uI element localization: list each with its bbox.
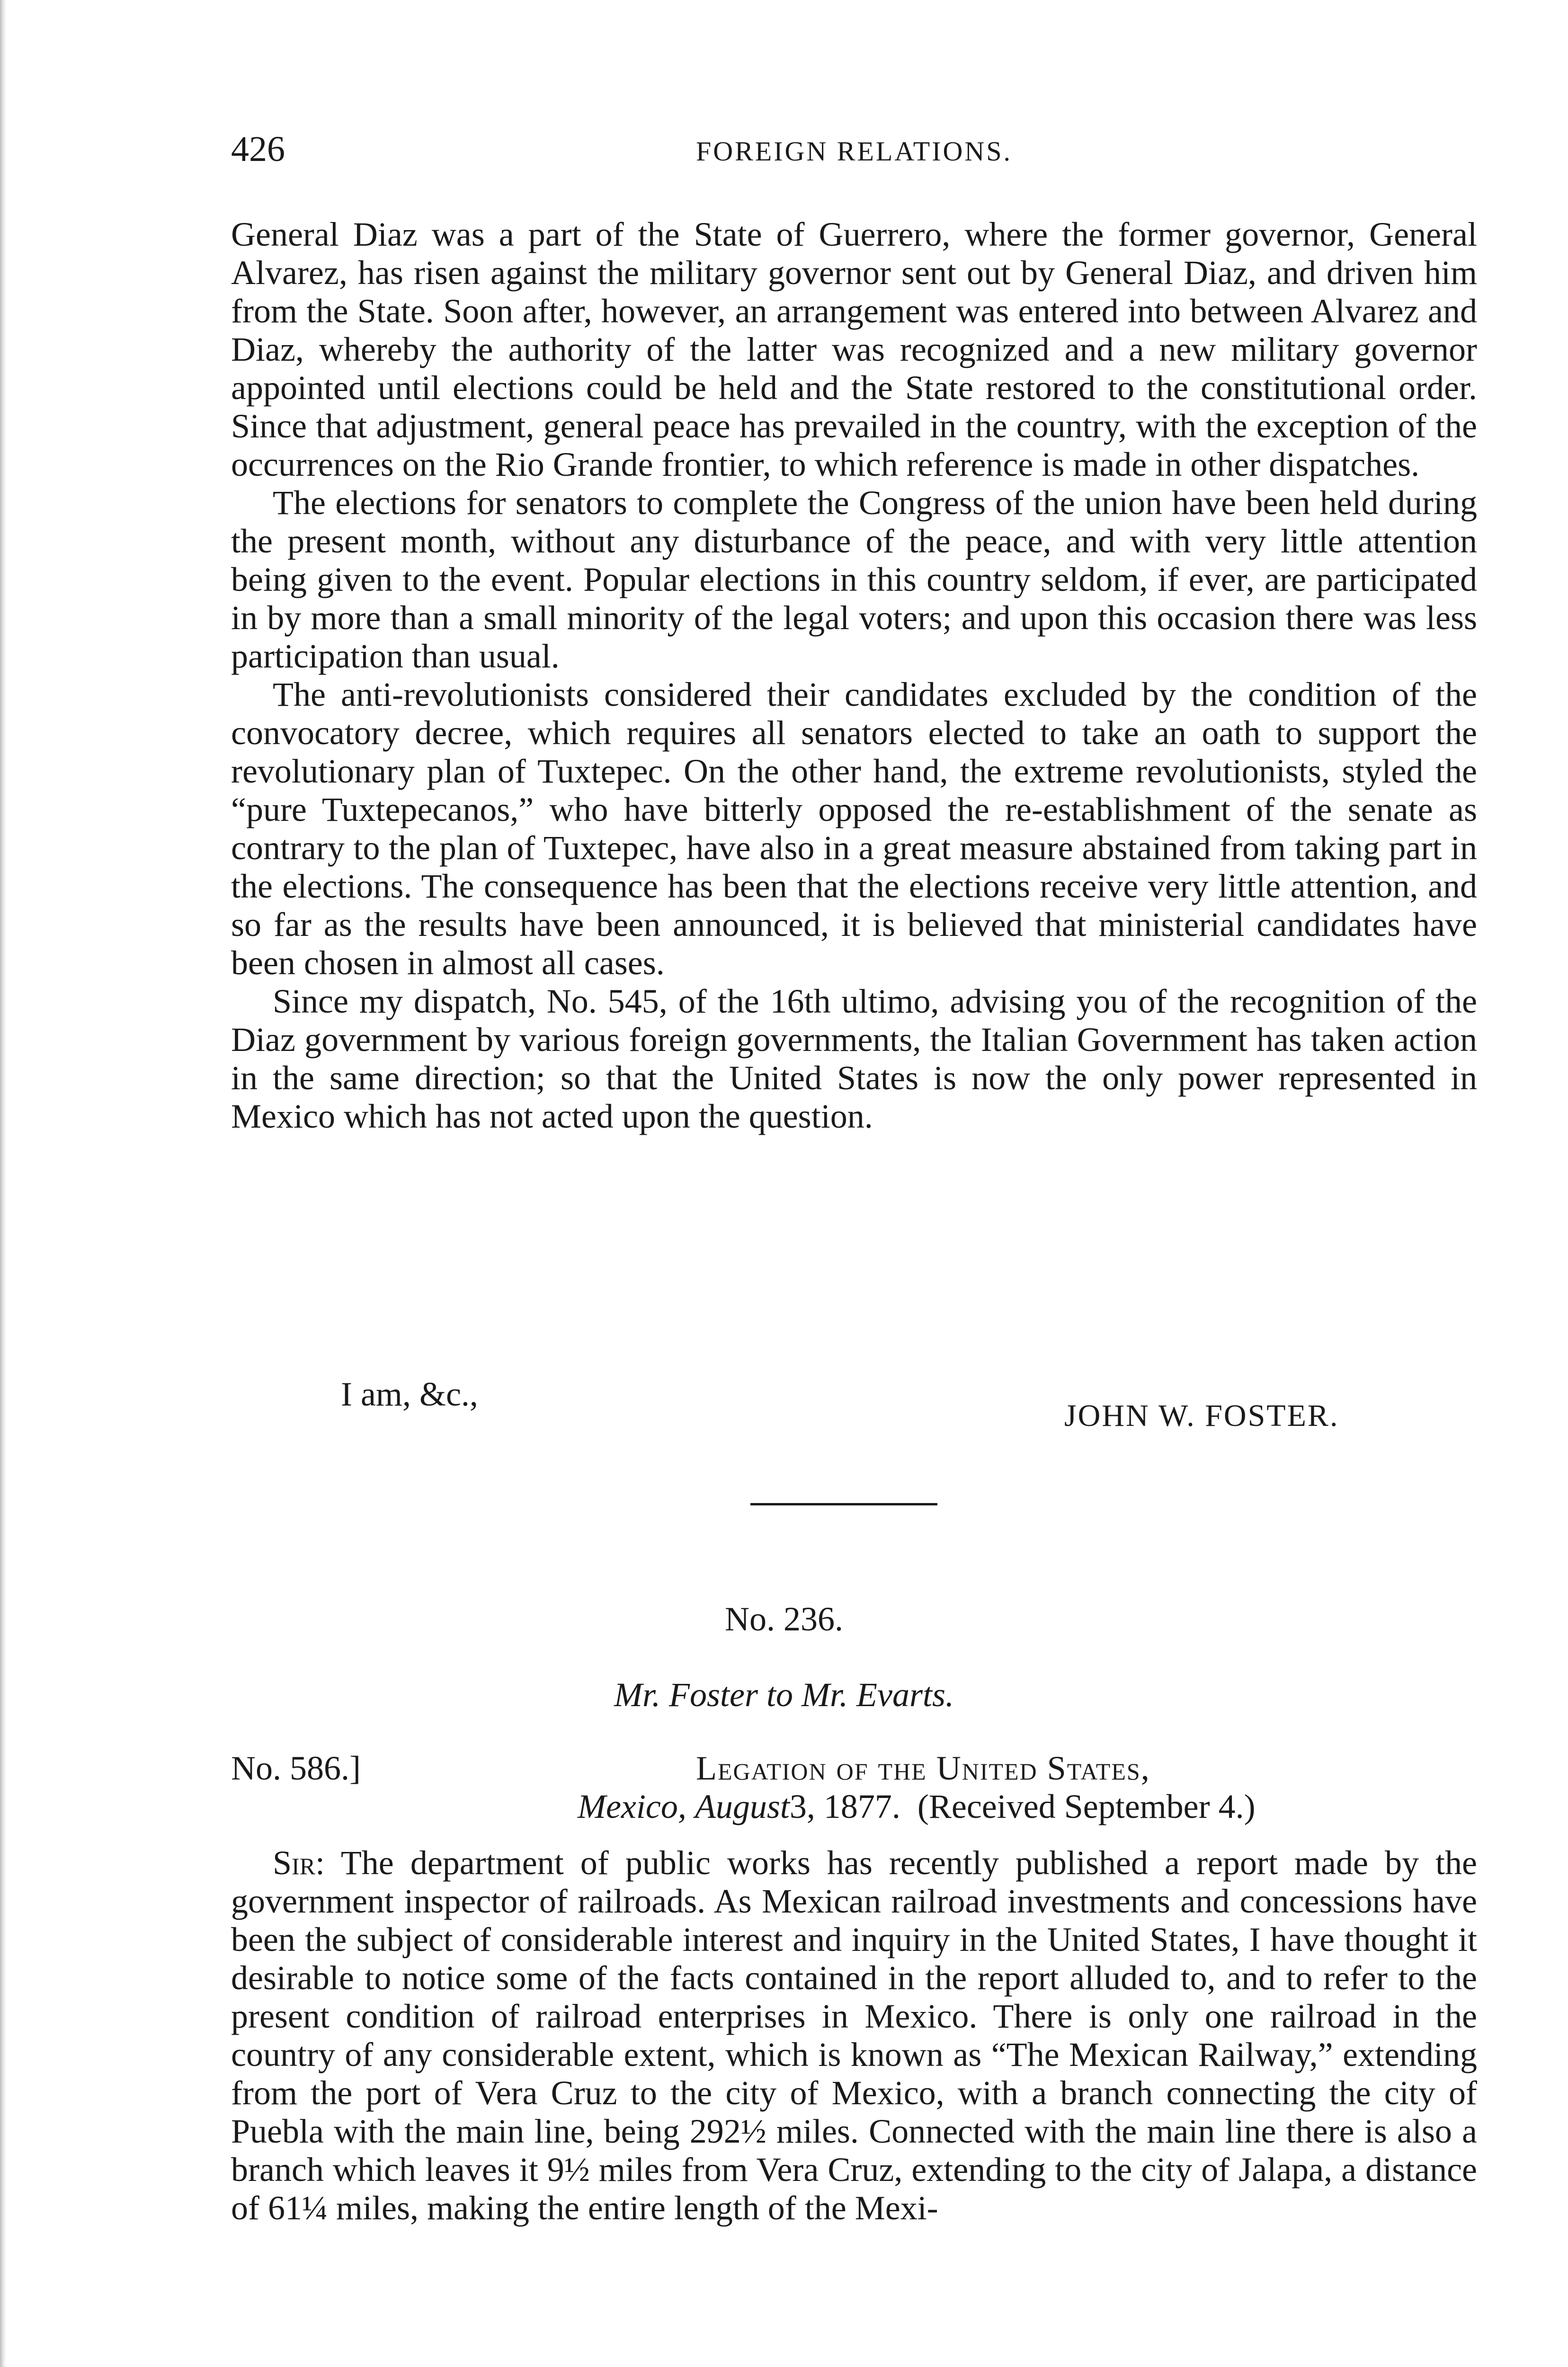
paragraph: The elections for senators to complete the Congress of the union have been held during the present month, without any disturbance of the peace, and with very little attention being given to the event. Popular elections in this country seldom, if ever, are participated in by more than a small minority of the legal voters; and upon this occasion there was less participation than usual. (231, 484, 1477, 675)
page-edge (0, 0, 7, 2367)
paragraph: General Diaz was a part of the State of Guerrero, where the former governor, General Alvarez, has risen against the military governor sent out by General Diaz, and driven him from the State. Soon after, however, an arrangement was entered into between Alvarez and Diaz, whereby the authority of the latter was recognized and a new military governor appointed until elections could be held and the State restored to the constitutional order. Since that adjustment, general peace has prevailed in the country, with the exception of the occurrences on the Rio Grande frontier, to which reference is made in other dispatches. (231, 215, 1477, 483)
closing: I am, &c., (341, 1375, 478, 1413)
paragraph-text: The department of public works has recently published a report made by the government inspector of railroads. As Mexican railroad investments and concessions have been the subject of considerable interest and inquiry in the United States, I have thought it desirable to notice some of the facts contained in the report alluded to, and to refer to the present condition of railroad enterprises in Mexico. There is only one railroad in the country of any considerable extent, which is known as “The Mexican Railway,” extending from the port of Vera Cruz to the city of Mexico, with a branch connecting the city of Puebla with the main line, being 292½ miles. Connected with the main line there is also a branch which leaves it 9½ miles from Vera Cruz, extending to the city of Jalapa, a distance of 61¼ miles, making the entire length of the Mexi- (231, 1844, 1478, 2227)
running-title: FOREIGN RELATIONS. (695, 136, 1013, 167)
dateline (578, 1788, 1256, 1826)
document-number: No. 236. (725, 1600, 843, 1638)
letter-body-2 (231, 1844, 1477, 2227)
document-subtitle: Mr. Foster to Mr. Evarts. (614, 1676, 954, 1714)
section-divider (750, 1503, 937, 1505)
dateline-received: (Received September 4.) (917, 1788, 1256, 1825)
page-header (231, 130, 1477, 168)
paragraph: The anti-revolutionists considered their candidates excluded by the condition of the convocatory decree, which requires all senators elected to take an oath to support the revolutionary plan of Tuxtepec. On the other hand, the extreme revolutionists, styled the “pure Tuxtepecanos,” who have bitterly opposed the re-establishment of the senate as contrary to the plan of Tuxtepec, have also in a great measure abstained from taking part in the elections. The consequence has been that the elections receive very little attention, and so far as the results have been announced, it is believed that ministerial candidates have been chosen in almost all cases. (231, 676, 1477, 982)
paragraph: Since my dispatch, No. 545, of the 16th ultimo, advising you of the recognition of the Diaz government by various foreign governments, the Italian Government has taken action in the same direction; so that the United States is now the only power represented in Mexico which has not acted upon the question. (231, 982, 1477, 1135)
dispatch-number: No. 586.] (231, 1749, 361, 1787)
page-number: 426 (231, 129, 285, 169)
dateline-day-year: 3, 1877. (789, 1788, 900, 1825)
signature: JOHN W. FOSTER. (1064, 1398, 1339, 1433)
salutation: Sir: (273, 1844, 325, 1882)
dateline-place: Mexico, (578, 1788, 686, 1825)
letter-body (231, 215, 1477, 1136)
legation-heading: Legation of the United States, (696, 1749, 1150, 1787)
paragraph (231, 1844, 1477, 2227)
dateline-month: August (695, 1788, 790, 1825)
